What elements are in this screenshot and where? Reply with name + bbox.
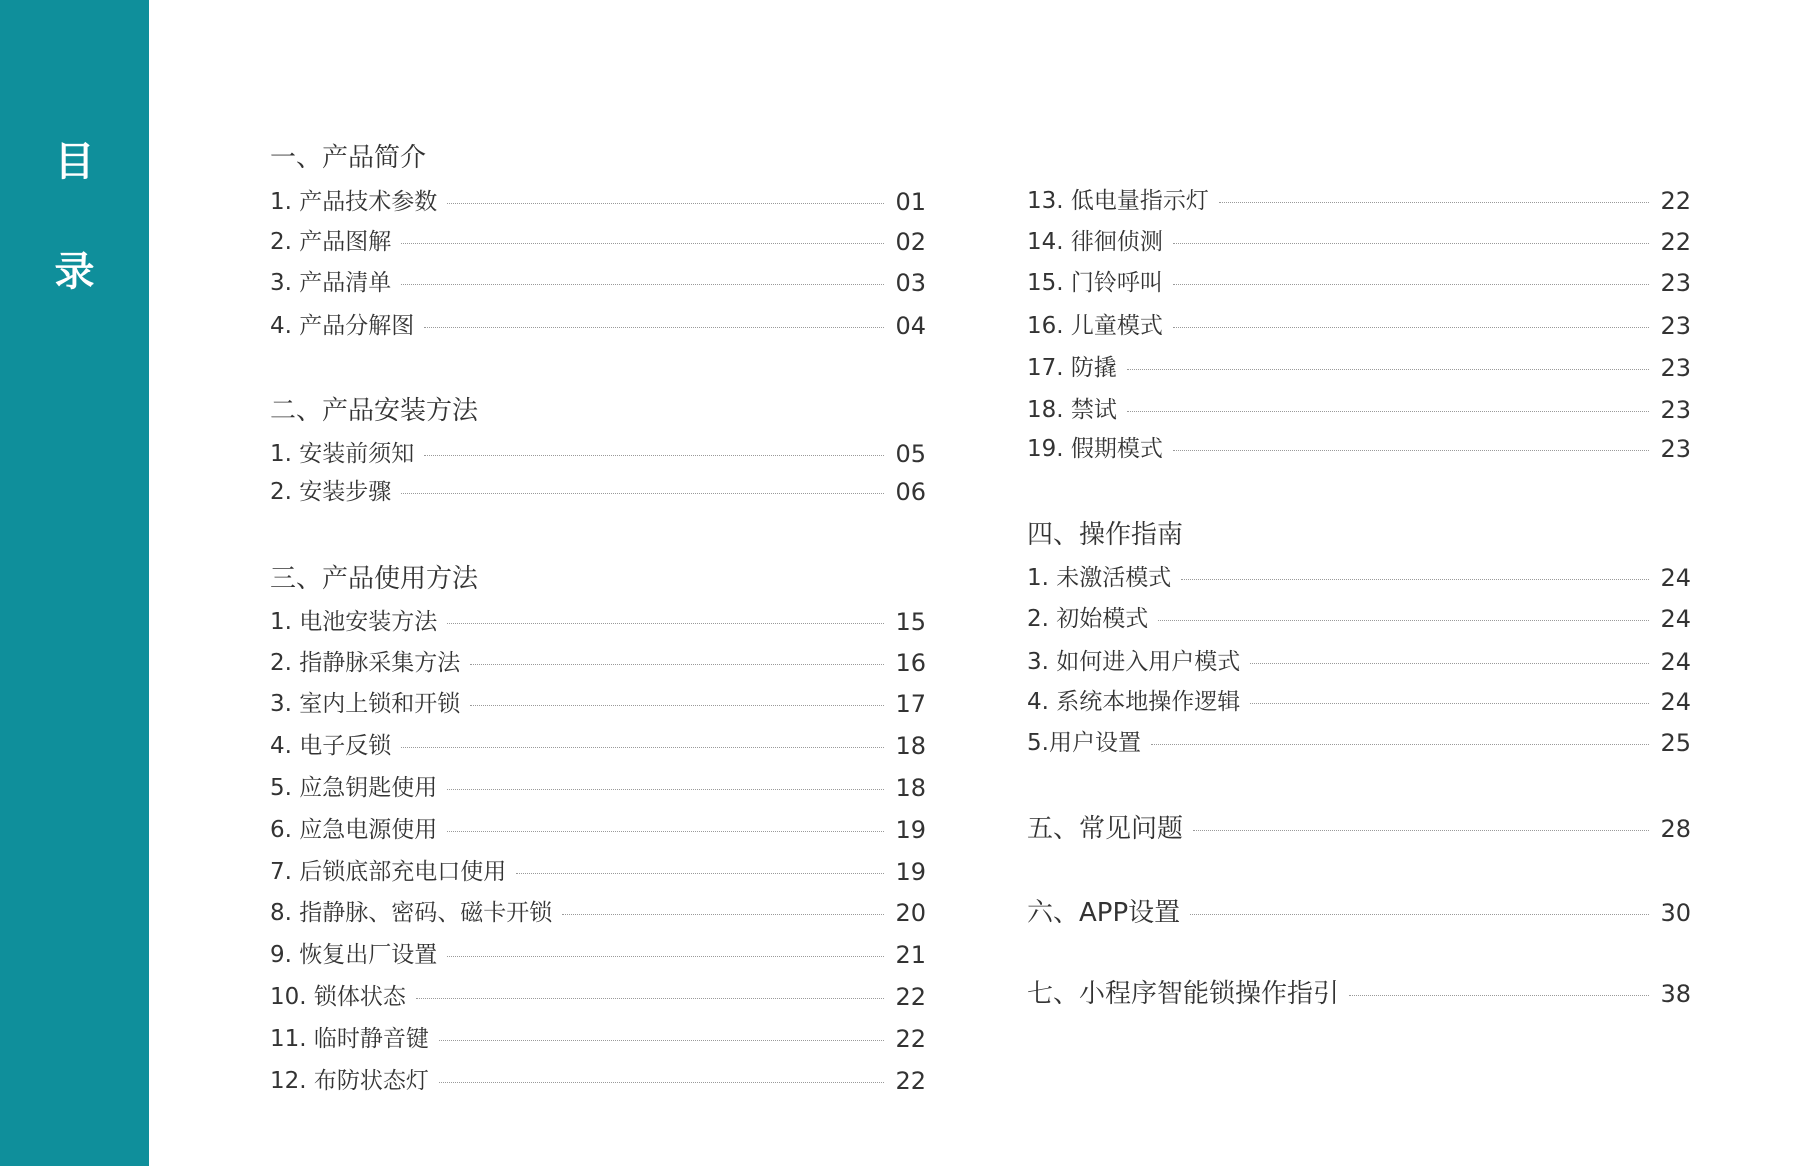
toc-chapter-label: 七、小程序智能锁操作指引 xyxy=(1027,979,1340,1009)
dot-leader xyxy=(447,623,884,624)
toc-entry[interactable] xyxy=(1027,266,1691,300)
toc-entry-page: 03 xyxy=(895,269,926,297)
dot-leader xyxy=(424,327,884,328)
dot-leader xyxy=(401,493,884,494)
toc-entry-label: 3. 室内上锁和开锁 xyxy=(270,690,461,717)
toc-entry[interactable] xyxy=(1027,351,1691,385)
dot-leader xyxy=(470,664,884,665)
toc-entry[interactable] xyxy=(270,855,926,889)
toc-chapter-label: 五、常见问题 xyxy=(1027,814,1184,844)
dot-leader xyxy=(1173,450,1649,451)
toc-entry-label: 3. 如何进入用户模式 xyxy=(1027,648,1241,675)
toc-entry[interactable] xyxy=(270,437,926,471)
section-heading-1: 一、产品简介 xyxy=(270,143,427,173)
dot-leader xyxy=(562,914,884,915)
toc-entry-label: 6. 应急电源使用 xyxy=(270,816,438,843)
toc-entry-label: 10. 锁体状态 xyxy=(270,983,406,1010)
dot-leader xyxy=(1173,284,1649,285)
toc-chapter[interactable] xyxy=(1027,812,1691,846)
toc-chapter-page: 38 xyxy=(1660,980,1691,1008)
dot-leader xyxy=(447,789,884,790)
toc-entry-label: 9. 恢复出厂设置 xyxy=(270,941,438,968)
toc-entry-label: 1. 未激活模式 xyxy=(1027,564,1172,591)
toc-entry[interactable] xyxy=(1027,561,1691,595)
sidebar-title-top: 目 xyxy=(54,139,95,185)
toc-entry-label: 3. 产品清单 xyxy=(270,269,392,296)
toc-entry-page: 16 xyxy=(895,649,926,677)
toc-entry[interactable] xyxy=(270,1022,926,1056)
toc-entry-label: 5. 应急钥匙使用 xyxy=(270,774,438,801)
dot-leader xyxy=(439,1082,884,1083)
toc-chapter-page: 28 xyxy=(1660,815,1691,843)
toc-entry[interactable] xyxy=(270,475,926,509)
toc-entry-label: 2. 初始模式 xyxy=(1027,605,1149,632)
dot-leader xyxy=(439,1040,884,1041)
toc-entry-label: 11. 临时静音键 xyxy=(270,1025,429,1052)
toc-entry[interactable] xyxy=(1027,726,1691,760)
toc-chapter-label: 六、APP设置 xyxy=(1027,898,1181,928)
toc-entry[interactable] xyxy=(270,938,926,972)
toc-entry[interactable] xyxy=(1027,225,1691,259)
toc-entry-page: 17 xyxy=(895,690,926,718)
toc-entry[interactable] xyxy=(270,646,926,680)
toc-entry-page: 19 xyxy=(895,816,926,844)
toc-entry-page: 20 xyxy=(895,899,926,927)
toc-entry-page: 23 xyxy=(1660,435,1691,463)
toc-entry-page: 01 xyxy=(895,188,926,216)
toc-entry[interactable] xyxy=(270,605,926,639)
dot-leader xyxy=(1127,369,1649,370)
toc-entry-page: 05 xyxy=(895,440,926,468)
dot-leader xyxy=(401,284,884,285)
toc-entry[interactable] xyxy=(270,729,926,763)
toc-entry-label: 13. 低电量指示灯 xyxy=(1027,187,1209,214)
dot-leader xyxy=(447,203,884,204)
toc-entry-page: 22 xyxy=(895,1067,926,1095)
toc-entry-label: 4. 产品分解图 xyxy=(270,312,415,339)
dot-leader xyxy=(1127,411,1649,412)
toc-entry-page: 23 xyxy=(1660,269,1691,297)
dot-leader xyxy=(1190,914,1649,915)
toc-entry[interactable] xyxy=(270,309,926,343)
toc-entry[interactable] xyxy=(1027,393,1691,427)
dot-leader xyxy=(401,243,884,244)
dot-leader xyxy=(447,831,884,832)
toc-entry-label: 2. 指静脉采集方法 xyxy=(270,649,461,676)
dot-leader xyxy=(1250,663,1649,664)
toc-entry[interactable] xyxy=(1027,685,1691,719)
toc-entry-label: 14. 徘徊侦测 xyxy=(1027,228,1163,255)
toc-entry-label: 1. 电池安装方法 xyxy=(270,608,438,635)
toc-entry-page: 19 xyxy=(895,858,926,886)
section-heading-4: 四、操作指南 xyxy=(1027,520,1184,550)
section-heading-3: 三、产品使用方法 xyxy=(270,564,479,594)
toc-entry[interactable] xyxy=(1027,602,1691,636)
toc-entry-label: 2. 安装步骤 xyxy=(270,478,392,505)
toc-entry-label: 4. 系统本地操作逻辑 xyxy=(1027,688,1241,715)
toc-entry-label: 16. 儿童模式 xyxy=(1027,312,1163,339)
toc-chapter[interactable] xyxy=(1027,977,1691,1011)
toc-entry[interactable] xyxy=(270,1064,926,1098)
toc-entry-label: 17. 防撬 xyxy=(1027,354,1117,381)
dot-leader xyxy=(1193,830,1649,831)
toc-entry-page: 24 xyxy=(1660,605,1691,633)
dot-leader xyxy=(1173,327,1649,328)
dot-leader xyxy=(1158,620,1649,621)
toc-entry-page: 22 xyxy=(1660,187,1691,215)
toc-entry[interactable] xyxy=(270,813,926,847)
dot-leader xyxy=(470,705,884,706)
toc-entry-label: 12. 布防状态灯 xyxy=(270,1067,429,1094)
toc-entry-page: 21 xyxy=(895,941,926,969)
dot-leader xyxy=(1181,579,1649,580)
toc-entry-page: 15 xyxy=(895,608,926,636)
toc-entry-page: 24 xyxy=(1660,648,1691,676)
toc-entry[interactable] xyxy=(1027,184,1691,218)
toc-entry-label: 7. 后锁底部充电口使用 xyxy=(270,858,507,885)
toc-entry-page: 22 xyxy=(895,983,926,1011)
toc-entry-page: 02 xyxy=(895,228,926,256)
toc-entry[interactable] xyxy=(1027,432,1691,466)
toc-entry[interactable] xyxy=(270,980,926,1014)
toc-entry-page: 18 xyxy=(895,732,926,760)
toc-entry-label: 5.用户设置 xyxy=(1027,729,1141,756)
toc-entry[interactable] xyxy=(270,185,926,219)
toc-entry-label: 1. 安装前须知 xyxy=(270,440,415,467)
section-heading-2: 二、产品安装方法 xyxy=(270,396,479,426)
sidebar xyxy=(0,0,149,1166)
toc-entry[interactable] xyxy=(1027,309,1691,343)
toc-entry-page: 25 xyxy=(1660,729,1691,757)
toc-chapter-page: 30 xyxy=(1660,899,1691,927)
toc-entry-page: 06 xyxy=(895,478,926,506)
toc-entry-label: 18. 禁试 xyxy=(1027,396,1117,423)
toc-entry[interactable] xyxy=(1027,645,1691,679)
dot-leader xyxy=(1250,703,1649,704)
toc-entry[interactable] xyxy=(270,266,926,300)
toc-entry-page: 23 xyxy=(1660,396,1691,424)
toc-entry-label: 19. 假期模式 xyxy=(1027,435,1163,462)
toc-entry-label: 8. 指静脉、密码、磁卡开锁 xyxy=(270,899,553,926)
sidebar-title-bottom: 录 xyxy=(54,249,95,295)
dot-leader xyxy=(416,998,884,999)
toc-entry[interactable] xyxy=(270,896,926,930)
toc-entry-label: 1. 产品技术参数 xyxy=(270,188,438,215)
toc-entry-page: 23 xyxy=(1660,354,1691,382)
toc-entry-page: 22 xyxy=(895,1025,926,1053)
dot-leader xyxy=(1173,243,1649,244)
dot-leader xyxy=(424,455,884,456)
toc-entry-page: 23 xyxy=(1660,312,1691,340)
dot-leader xyxy=(516,873,884,874)
dot-leader xyxy=(1349,995,1649,996)
toc-entry-page: 24 xyxy=(1660,688,1691,716)
dot-leader xyxy=(1219,202,1649,203)
toc-entry-page: 18 xyxy=(895,774,926,802)
toc-entry-page: 22 xyxy=(1660,228,1691,256)
dot-leader xyxy=(401,747,884,748)
toc-entry[interactable] xyxy=(270,771,926,805)
dot-leader xyxy=(447,956,884,957)
toc-entry-page: 04 xyxy=(895,312,926,340)
toc-entry[interactable] xyxy=(270,225,926,259)
toc-entry-label: 4. 电子反锁 xyxy=(270,732,392,759)
dot-leader xyxy=(1151,744,1649,745)
toc-entry-page: 24 xyxy=(1660,564,1691,592)
toc-entry[interactable] xyxy=(270,687,926,721)
toc-chapter[interactable] xyxy=(1027,896,1691,930)
toc-entry-label: 15. 门铃呼叫 xyxy=(1027,269,1163,296)
toc-entry-label: 2. 产品图解 xyxy=(270,228,392,255)
